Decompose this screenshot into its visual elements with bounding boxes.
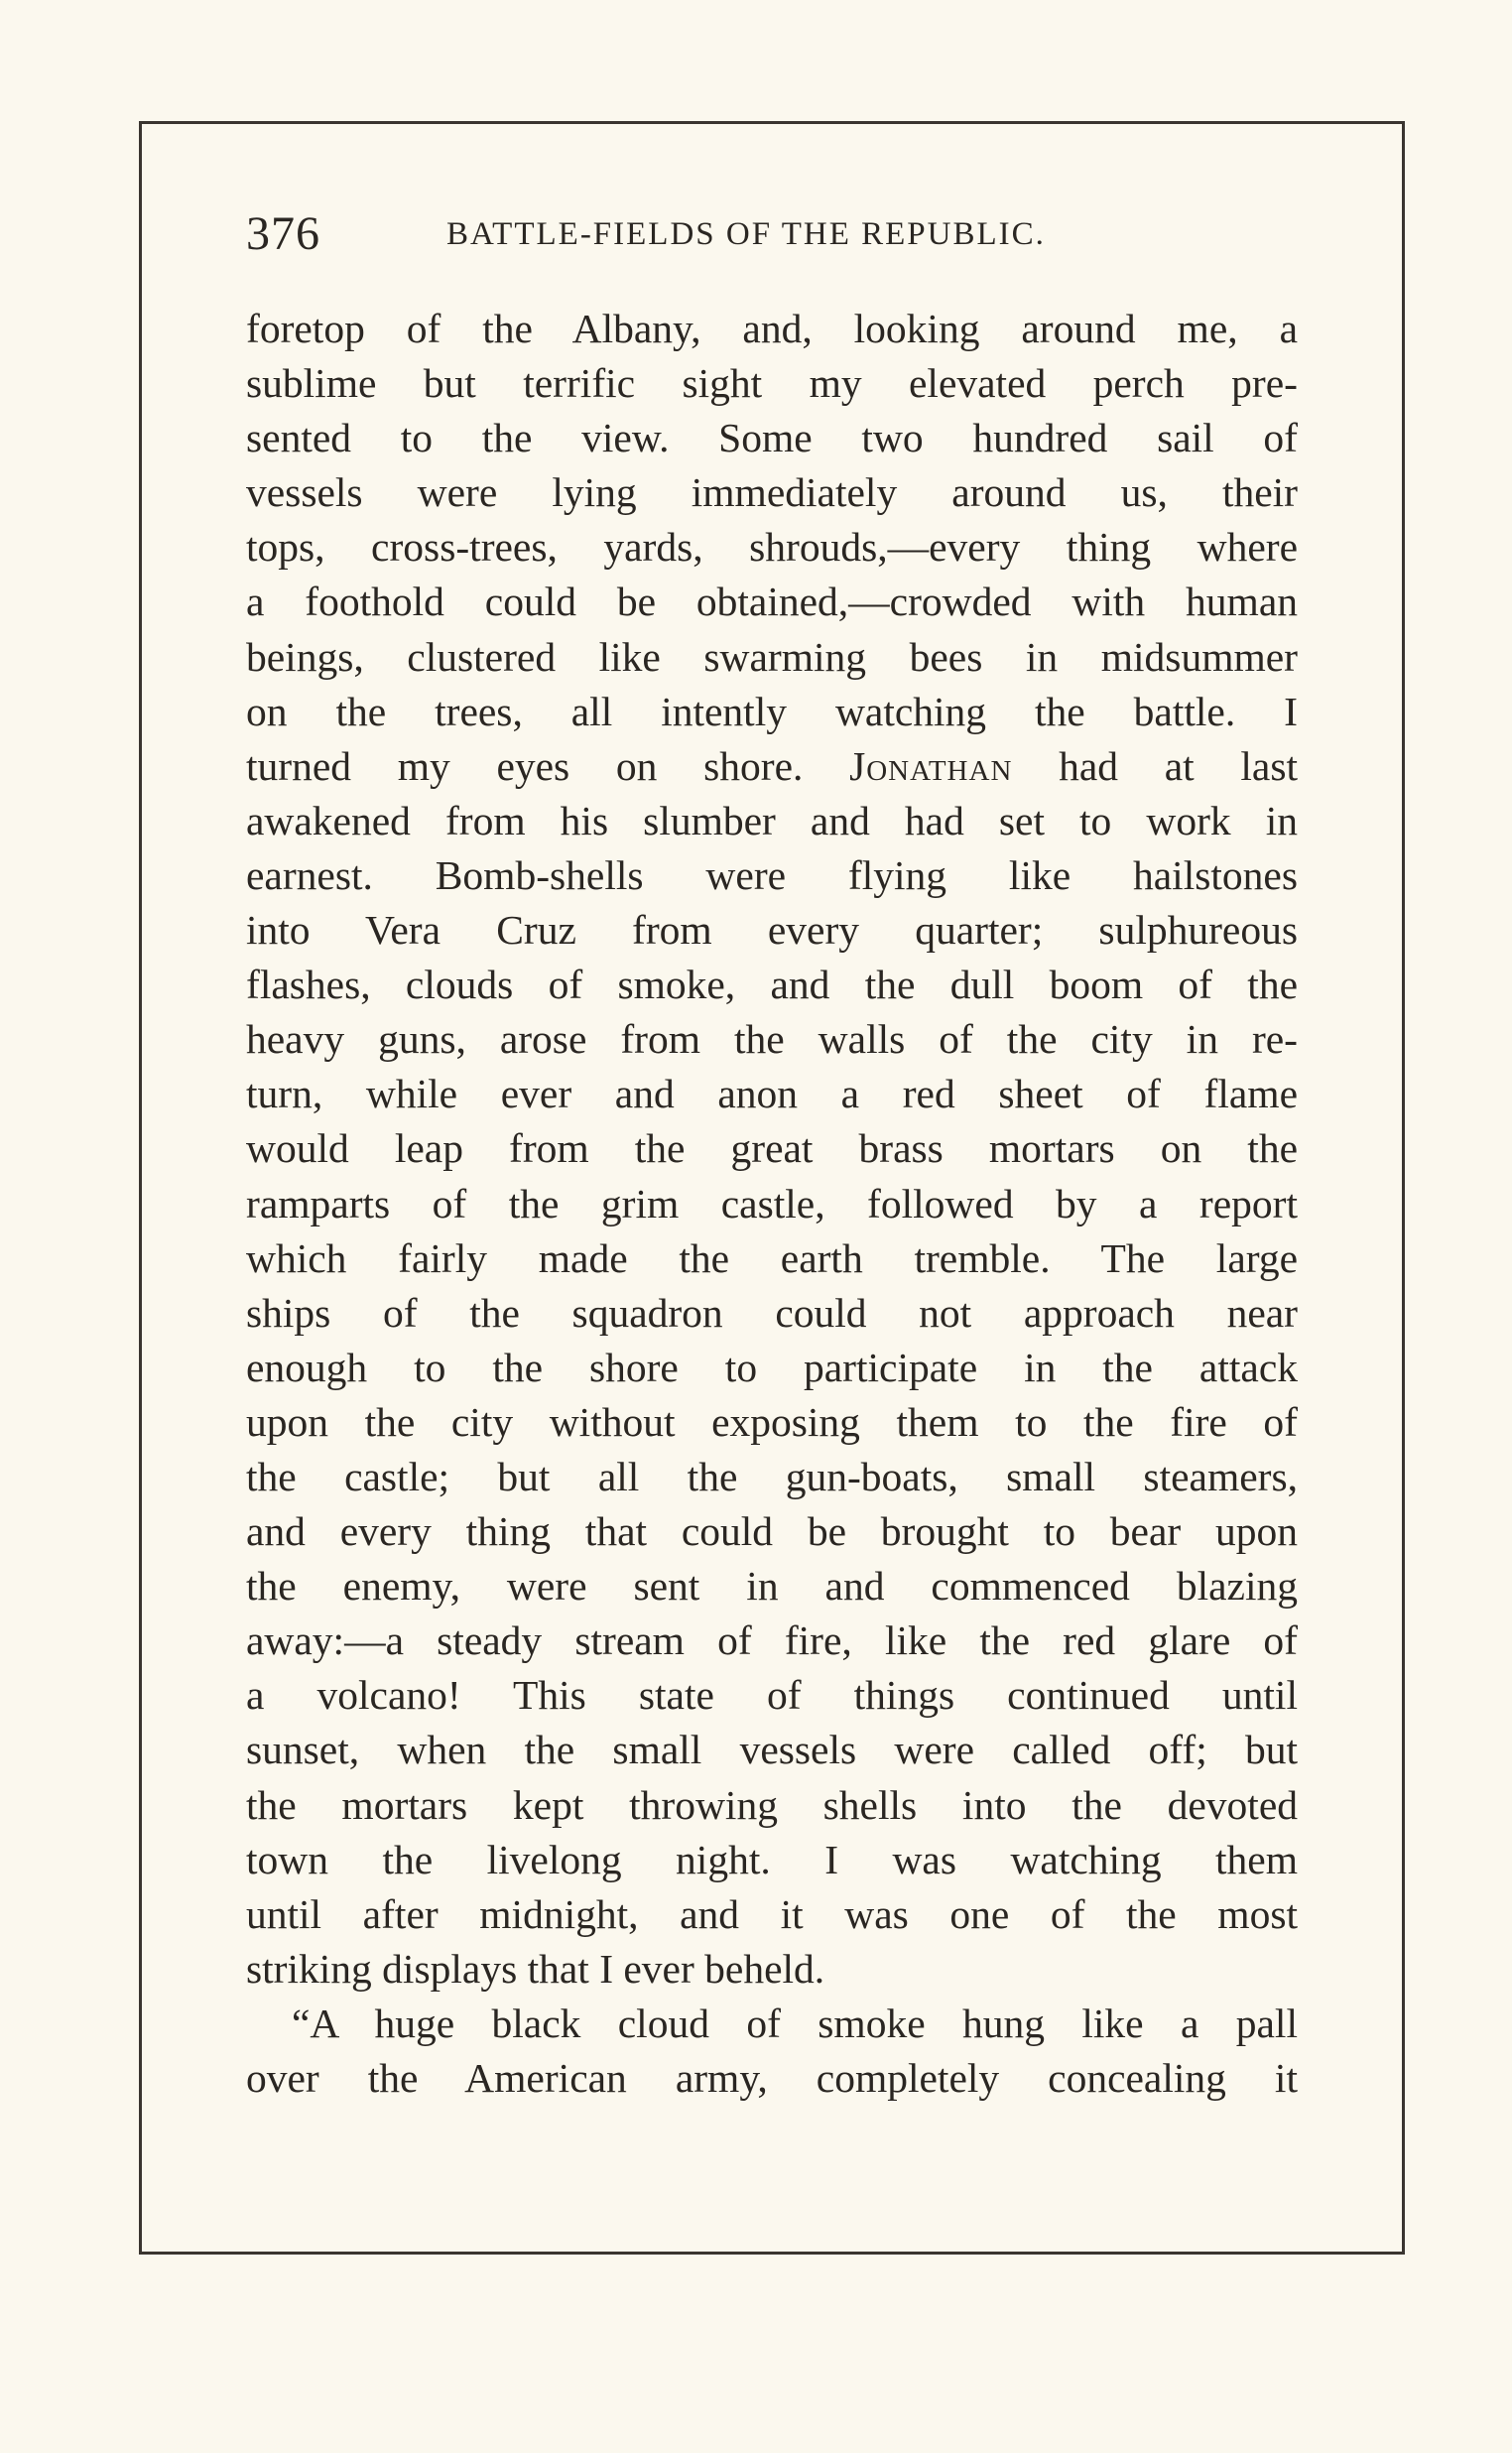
text-line: ships of the squadron could not approach near	[246, 1289, 1298, 1336]
text-line: ramparts of the grim castle, followed by a report	[246, 1180, 1298, 1226]
text-line	[246, 739, 1298, 794]
text-line: away:—a steady stream of fire, like the red glare of	[246, 1617, 1298, 1664]
text-line: a volcano! This state of things continued until	[246, 1672, 1298, 1719]
text-line: beings, clustered like swarming bees in midsummer	[246, 633, 1298, 680]
text-line: into Vera Cruz from every quarter; sulphureous	[246, 907, 1298, 954]
text-line: “A huge black cloud of smoke hung like a pall	[292, 2000, 1298, 2046]
text-line: on the trees, all intently watching the battle. I	[246, 688, 1298, 734]
text-line: the enemy, were sent in and commenced blazing	[246, 1563, 1298, 1610]
text-line: over the American army, completely concealing it	[246, 2055, 1298, 2101]
page-header	[246, 206, 1296, 266]
text-line: sublime but terrific sight my elevated perch pre-	[246, 360, 1298, 407]
text-line: sunset, when the small vessels were called off; but	[246, 1727, 1298, 1773]
text-fragment: had at last	[1059, 742, 1298, 789]
text-line: until after midnight, and it was one of the most	[246, 1890, 1298, 1937]
text-line: a foothold could be obtained,—crowded with human	[246, 579, 1298, 625]
text-line: the castle; but all the gun-boats, small steamers,	[246, 1453, 1298, 1499]
text-line: town the livelong night. I was watching them	[246, 1836, 1298, 1882]
text-line: heavy guns, arose from the walls of the city in re-	[246, 1016, 1298, 1063]
text-line: flashes, clouds of smoke, and the dull boom of the	[246, 962, 1298, 1008]
text-line: enough to the shore to participate in the attack	[246, 1344, 1298, 1390]
text-line: tops, cross-trees, yards, shrouds,—every thing where	[246, 524, 1298, 571]
page-number: 376	[246, 207, 320, 260]
text-line: would leap from the great brass mortars on the	[246, 1125, 1298, 1172]
text-line: awakened from his slumber and had set to work in	[246, 797, 1298, 843]
text-line: earnest. Bomb-shells were flying like hailstones	[246, 851, 1298, 898]
text-line: vessels were lying immediately around us, their	[246, 469, 1298, 516]
text-line: the mortars kept throwing shells into the devoted	[246, 1781, 1298, 1828]
text-fragment: turned my eyes on shore.	[246, 742, 804, 789]
small-caps-name: Jonathan	[849, 742, 1013, 789]
text-line: sented to the view. Some two hundred sail of	[246, 415, 1298, 461]
text-line: and every thing that could be brought to bear upon	[246, 1508, 1298, 1555]
text-line: upon the city without exposing them to the fire of	[246, 1398, 1298, 1445]
text-line: foretop of the Albany, and, looking around me, a	[246, 306, 1298, 351]
text-line: striking displays that I ever beheld.	[246, 1945, 825, 1992]
running-head: BATTLE-FIELDS OF THE REPUBLIC.	[446, 216, 1046, 252]
body-text	[246, 302, 1298, 2106]
text-line: which fairly made the earth tremble. The large	[246, 1234, 1298, 1281]
text-line: turn, while ever and anon a red sheet of flame	[246, 1071, 1298, 1117]
